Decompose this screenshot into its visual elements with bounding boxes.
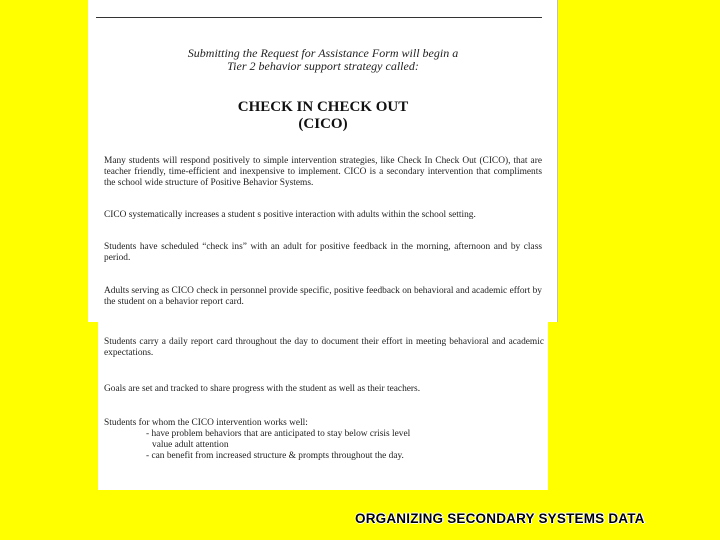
list-item: - have problem behaviors that are anticipated to stay below crisis level [146,429,411,439]
list-item: - can benefit from increased structure & prompts throughout the day. [146,451,404,461]
paragraph-feedback: Adults serving as CICO check in personnel provide specific, positive feedback on behavioral and academic effort by the student on a behavior report card. [104,286,542,307]
paragraph-students-for-whom: Students for whom the CICO intervention works well: [104,418,308,428]
document-page-top [88,0,558,322]
intro-line-2: Tier 2 behavior support strategy called: [227,59,419,73]
document-title [88,99,558,133]
document-page-bottom [98,322,548,490]
paragraph-check-ins: Students have scheduled “check ins” with an adult for positive feedback in the morning, afternoon and by class period. [104,242,542,263]
list-item: value adult attention [152,440,229,450]
footer-caption: ORGANIZING SECONDARY SYSTEMS DATA [355,511,645,526]
intro-line-1: Submitting the Request for Assistance Form will begin a [187,46,459,60]
title-line-2: (CICO) [298,116,348,132]
paragraph-report-card: Students carry a daily report card throughout the day to document their effort in meeting behavioral and academic expectations. [104,337,544,358]
top-rule [96,17,542,18]
paragraph-goals: Goals are set and tracked to share progress with the student as well as their teachers. [104,384,421,394]
title-line-1: CHECK IN CHECK OUT [237,99,409,115]
paragraph-positive-interaction: CICO systematically increases a student s positive interaction with adults within the school setting. [104,210,476,220]
paragraph-intro: Many students will respond positively to simple intervention strategies, like Check In Check Out (CICO), that are teacher friendly, time-efficient and inexpensive to implement. CICO is a secondary intervention that compliments the school wide structure of Positive Behavior Systems. [104,156,542,188]
intro-text [88,47,558,73]
